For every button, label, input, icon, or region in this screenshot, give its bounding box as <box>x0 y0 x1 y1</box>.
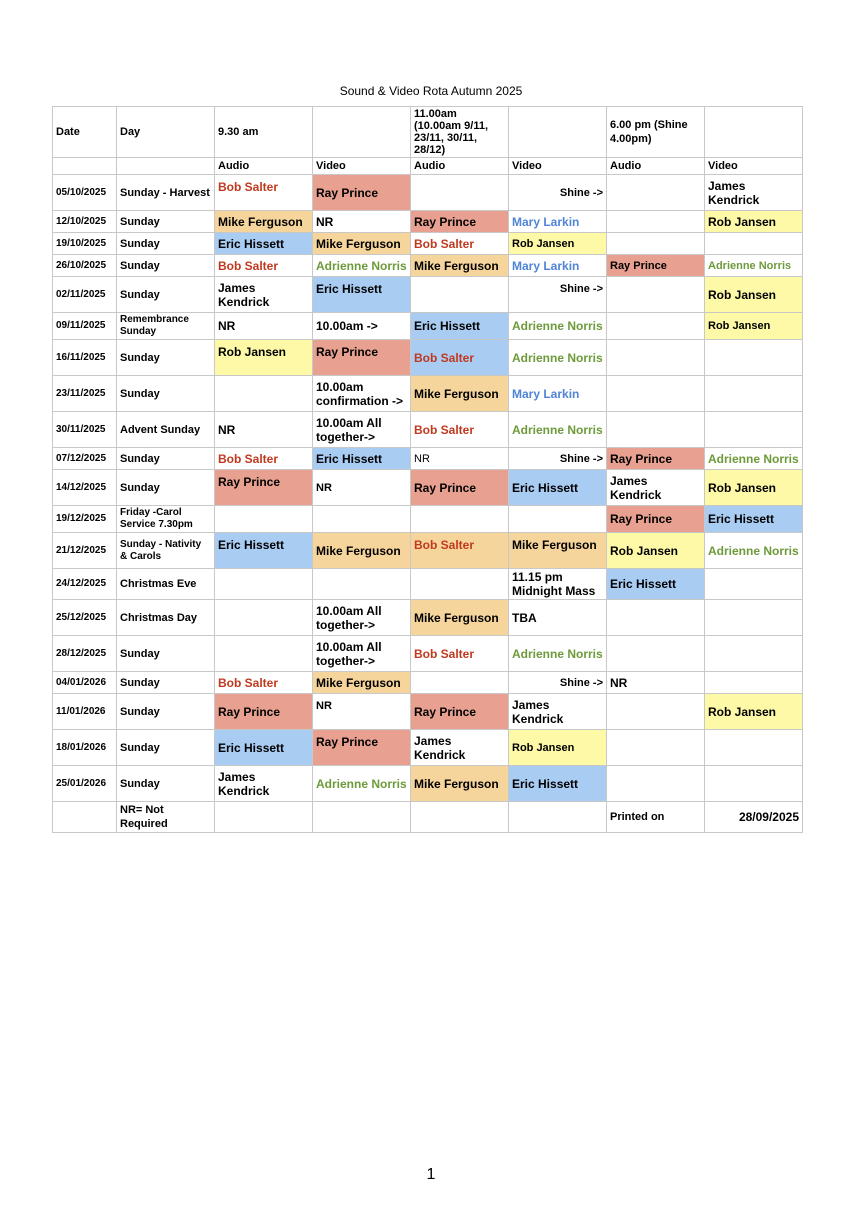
rota-cell: Ray Prince <box>215 694 313 730</box>
footer-cell <box>215 802 313 833</box>
table-row <box>53 470 803 506</box>
rota-cell <box>215 636 313 672</box>
subheader-video: Video <box>705 158 803 175</box>
rota-cell: Ray Prince <box>411 211 509 233</box>
rota-cell: Mike Ferguson <box>411 255 509 277</box>
rota-cell: TBA <box>509 600 607 636</box>
rota-cell: Adrienne Norris <box>313 255 411 277</box>
rota-cell <box>215 569 313 600</box>
rota-cell: Eric Hissett <box>313 277 411 313</box>
rota-cell: Mike Ferguson <box>509 533 607 569</box>
rota-cell <box>705 233 803 255</box>
header-1100-blank <box>509 107 607 158</box>
date-cell: 04/01/2026 <box>53 672 117 694</box>
rota-cell: Adrienne Norris <box>705 448 803 470</box>
rota-cell: Bob Salter <box>215 672 313 694</box>
rota-cell <box>313 506 411 533</box>
day-cell: Sunday <box>117 340 215 376</box>
day-cell: Sunday - Harvest <box>117 175 215 211</box>
subheader-video: Video <box>313 158 411 175</box>
rota-cell <box>705 766 803 802</box>
rota-cell: James Kendrick <box>509 694 607 730</box>
day-cell: Sunday <box>117 255 215 277</box>
rota-cell: Mike Ferguson <box>313 672 411 694</box>
rota-cell <box>705 730 803 766</box>
rota-cell <box>705 600 803 636</box>
rota-cell: James Kendrick <box>411 730 509 766</box>
rota-cell <box>411 277 509 313</box>
rota-cell: Eric Hissett <box>705 506 803 533</box>
table-row <box>53 313 803 340</box>
date-cell: 28/12/2025 <box>53 636 117 672</box>
header-930: 9.30 am <box>215 107 313 158</box>
rota-cell: Eric Hissett <box>509 470 607 506</box>
rota-cell: 10.00am All together-> <box>313 412 411 448</box>
rota-cell <box>607 730 705 766</box>
date-cell: 25/01/2026 <box>53 766 117 802</box>
rota-cell: Mike Ferguson <box>411 600 509 636</box>
rota-cell: Rob Jansen <box>705 277 803 313</box>
day-cell: Sunday <box>117 730 215 766</box>
rota-cell: NR <box>215 313 313 340</box>
rota-cell: Bob Salter <box>215 448 313 470</box>
rota-cell: Adrienne Norris <box>313 766 411 802</box>
rota-cell <box>705 340 803 376</box>
rota-cell: 10.00am All together-> <box>313 636 411 672</box>
rota-cell: Ray Prince <box>607 448 705 470</box>
table-row <box>53 600 803 636</box>
rota-cell: Ray Prince <box>411 694 509 730</box>
rota-cell: Bob Salter <box>215 255 313 277</box>
rota-cell: Eric Hissett <box>215 233 313 255</box>
header-date: Date <box>53 107 117 158</box>
rota-cell: Mike Ferguson <box>411 766 509 802</box>
printed-date: 28/09/2025 <box>705 802 803 833</box>
table-row <box>53 730 803 766</box>
rota-cell: James Kendrick <box>705 175 803 211</box>
rota-cell: NR <box>607 672 705 694</box>
table-row <box>53 448 803 470</box>
rota-cell: Eric Hissett <box>509 766 607 802</box>
rota-cell: James Kendrick <box>607 470 705 506</box>
header-600: 6.00 pm (Shine 4.00pm) <box>607 107 705 158</box>
rota-cell: Eric Hissett <box>313 448 411 470</box>
date-cell: 02/11/2025 <box>53 277 117 313</box>
subheader-audio: Audio <box>607 158 705 175</box>
rota-cell <box>607 694 705 730</box>
rota-cell <box>705 412 803 448</box>
rota-cell <box>509 506 607 533</box>
footer-row <box>53 802 803 833</box>
header-1100: 11.00am (10.00am 9/11, 23/11, 30/11, 28/12) <box>411 107 509 158</box>
table-row <box>53 211 803 233</box>
rota-cell: Rob Jansen <box>509 730 607 766</box>
subheader-cell <box>117 158 215 175</box>
rota-cell: 10.00am confirmation -> <box>313 376 411 412</box>
day-cell: Sunday - Nativity & Carols <box>117 533 215 569</box>
rota-cell: Rob Jansen <box>705 470 803 506</box>
table-row <box>53 636 803 672</box>
table-row <box>53 569 803 600</box>
rota-cell <box>705 376 803 412</box>
rota-cell: Rob Jansen <box>215 340 313 376</box>
day-cell: Christmas Eve <box>117 569 215 600</box>
rota-cell: Ray Prince <box>313 730 411 766</box>
rota-cell <box>607 340 705 376</box>
rota-cell: NR <box>313 211 411 233</box>
rota-cell: Shine -> <box>509 277 607 313</box>
rota-cell: Shine -> <box>509 448 607 470</box>
table-row <box>53 694 803 730</box>
rota-cell: Eric Hissett <box>607 569 705 600</box>
date-cell: 16/11/2025 <box>53 340 117 376</box>
footer-cell <box>53 802 117 833</box>
rota-cell: Shine -> <box>509 672 607 694</box>
rota-cell: Mike Ferguson <box>411 376 509 412</box>
rota-cell: Mike Ferguson <box>313 233 411 255</box>
rota-cell: Mary Larkin <box>509 255 607 277</box>
date-cell: 23/11/2025 <box>53 376 117 412</box>
day-cell: Sunday <box>117 672 215 694</box>
rota-cell: Rob Jansen <box>705 694 803 730</box>
rota-table <box>52 106 803 833</box>
subheader-audio: Audio <box>215 158 313 175</box>
date-cell: 21/12/2025 <box>53 533 117 569</box>
rota-cell: Rob Jansen <box>705 211 803 233</box>
rota-cell <box>607 600 705 636</box>
rota-cell <box>705 636 803 672</box>
header-930-blank <box>313 107 411 158</box>
rota-cell: James Kendrick <box>215 277 313 313</box>
day-cell: Sunday <box>117 376 215 412</box>
table-row <box>53 175 803 211</box>
date-cell: 30/11/2025 <box>53 412 117 448</box>
rota-cell <box>215 506 313 533</box>
rota-cell: Rob Jansen <box>705 313 803 340</box>
rota-cell: Adrienne Norris <box>509 636 607 672</box>
header-row <box>53 107 803 158</box>
rota-cell: Eric Hissett <box>411 313 509 340</box>
rota-cell: Bob Salter <box>215 175 313 211</box>
table-row <box>53 766 803 802</box>
date-cell: 12/10/2025 <box>53 211 117 233</box>
rota-cell <box>215 600 313 636</box>
header-600-blank <box>705 107 803 158</box>
date-cell: 19/12/2025 <box>53 506 117 533</box>
table-row <box>53 533 803 569</box>
table-row <box>53 412 803 448</box>
day-cell: Sunday <box>117 448 215 470</box>
rota-cell <box>411 569 509 600</box>
table-row <box>53 340 803 376</box>
table-row <box>53 506 803 533</box>
day-cell: Sunday <box>117 277 215 313</box>
nr-legend: NR= Not Required <box>117 802 215 833</box>
rota-cell: Adrienne Norris <box>509 313 607 340</box>
rota-cell: Ray Prince <box>313 175 411 211</box>
date-cell: 11/01/2026 <box>53 694 117 730</box>
rota-cell: 10.00am All together-> <box>313 600 411 636</box>
rota-cell: Eric Hissett <box>215 730 313 766</box>
subheader-video: Video <box>509 158 607 175</box>
date-cell: 07/12/2025 <box>53 448 117 470</box>
rota-cell: Rob Jansen <box>607 533 705 569</box>
day-cell: Sunday <box>117 766 215 802</box>
rota-cell <box>607 766 705 802</box>
rota-cell: Bob Salter <box>411 533 509 569</box>
rota-cell <box>607 233 705 255</box>
day-cell: Remembrance Sunday <box>117 313 215 340</box>
subheader-cell <box>53 158 117 175</box>
subheader-audio: Audio <box>411 158 509 175</box>
rota-cell: 10.00am -> <box>313 313 411 340</box>
day-cell: Sunday <box>117 233 215 255</box>
date-cell: 14/12/2025 <box>53 470 117 506</box>
page-number: 1 <box>426 1166 436 1183</box>
rota-cell: Adrienne Norris <box>509 412 607 448</box>
rota-cell <box>607 175 705 211</box>
rota-cell: Bob Salter <box>411 412 509 448</box>
rota-cell: Eric Hissett <box>215 533 313 569</box>
rota-cell <box>607 277 705 313</box>
rota-cell: Mike Ferguson <box>313 533 411 569</box>
date-cell: 18/01/2026 <box>53 730 117 766</box>
rota-cell <box>607 376 705 412</box>
rota-cell: Rob Jansen <box>509 233 607 255</box>
rota-cell: Bob Salter <box>411 340 509 376</box>
rota-cell: Mary Larkin <box>509 211 607 233</box>
date-cell: 09/11/2025 <box>53 313 117 340</box>
table-row <box>53 376 803 412</box>
rota-cell: Ray Prince <box>411 470 509 506</box>
date-cell: 05/10/2025 <box>53 175 117 211</box>
date-cell: 26/10/2025 <box>53 255 117 277</box>
day-cell: Sunday <box>117 694 215 730</box>
rota-cell: 11.15 pm Midnight Mass <box>509 569 607 600</box>
footer-cell <box>411 802 509 833</box>
day-cell: Advent Sunday <box>117 412 215 448</box>
table-row <box>53 255 803 277</box>
rota-cell: Ray Prince <box>607 506 705 533</box>
rota-cell <box>607 412 705 448</box>
day-cell: Christmas Day <box>117 600 215 636</box>
rota-cell <box>215 376 313 412</box>
rota-cell <box>705 569 803 600</box>
subheader-row <box>53 158 803 175</box>
rota-cell: Ray Prince <box>313 340 411 376</box>
rota-cell: NR <box>313 694 411 730</box>
table-row <box>53 277 803 313</box>
page-title: Sound & Video Rota Autumn 2025 <box>339 84 523 98</box>
footer-cell <box>509 802 607 833</box>
table-row <box>53 233 803 255</box>
date-cell: 25/12/2025 <box>53 600 117 636</box>
rota-cell: NR <box>215 412 313 448</box>
rota-cell: James Kendrick <box>215 766 313 802</box>
rota-cell <box>411 672 509 694</box>
rota-cell <box>607 313 705 340</box>
rota-cell: Ray Prince <box>607 255 705 277</box>
day-cell: Sunday <box>117 211 215 233</box>
date-cell: 19/10/2025 <box>53 233 117 255</box>
rota-cell: NR <box>313 470 411 506</box>
rota-cell <box>411 506 509 533</box>
printed-on-label: Printed on <box>607 802 705 833</box>
footer-cell <box>313 802 411 833</box>
rota-cell: Mary Larkin <box>509 376 607 412</box>
rota-cell: Bob Salter <box>411 636 509 672</box>
table-row <box>53 672 803 694</box>
rota-cell: Ray Prince <box>215 470 313 506</box>
rota-cell: Adrienne Norris <box>705 533 803 569</box>
rota-cell: Mike Ferguson <box>215 211 313 233</box>
rota-cell <box>313 569 411 600</box>
day-cell: Sunday <box>117 470 215 506</box>
rota-cell: Adrienne Norris <box>705 255 803 277</box>
rota-cell <box>607 211 705 233</box>
rota-cell <box>607 636 705 672</box>
header-day: Day <box>117 107 215 158</box>
date-cell: 24/12/2025 <box>53 569 117 600</box>
rota-cell: NR <box>411 448 509 470</box>
day-cell: Friday -Carol Service 7.30pm <box>117 506 215 533</box>
rota-cell <box>411 175 509 211</box>
day-cell: Sunday <box>117 636 215 672</box>
rota-cell: Shine -> <box>509 175 607 211</box>
rota-cell: Bob Salter <box>411 233 509 255</box>
rota-cell <box>705 672 803 694</box>
rota-cell: Adrienne Norris <box>509 340 607 376</box>
